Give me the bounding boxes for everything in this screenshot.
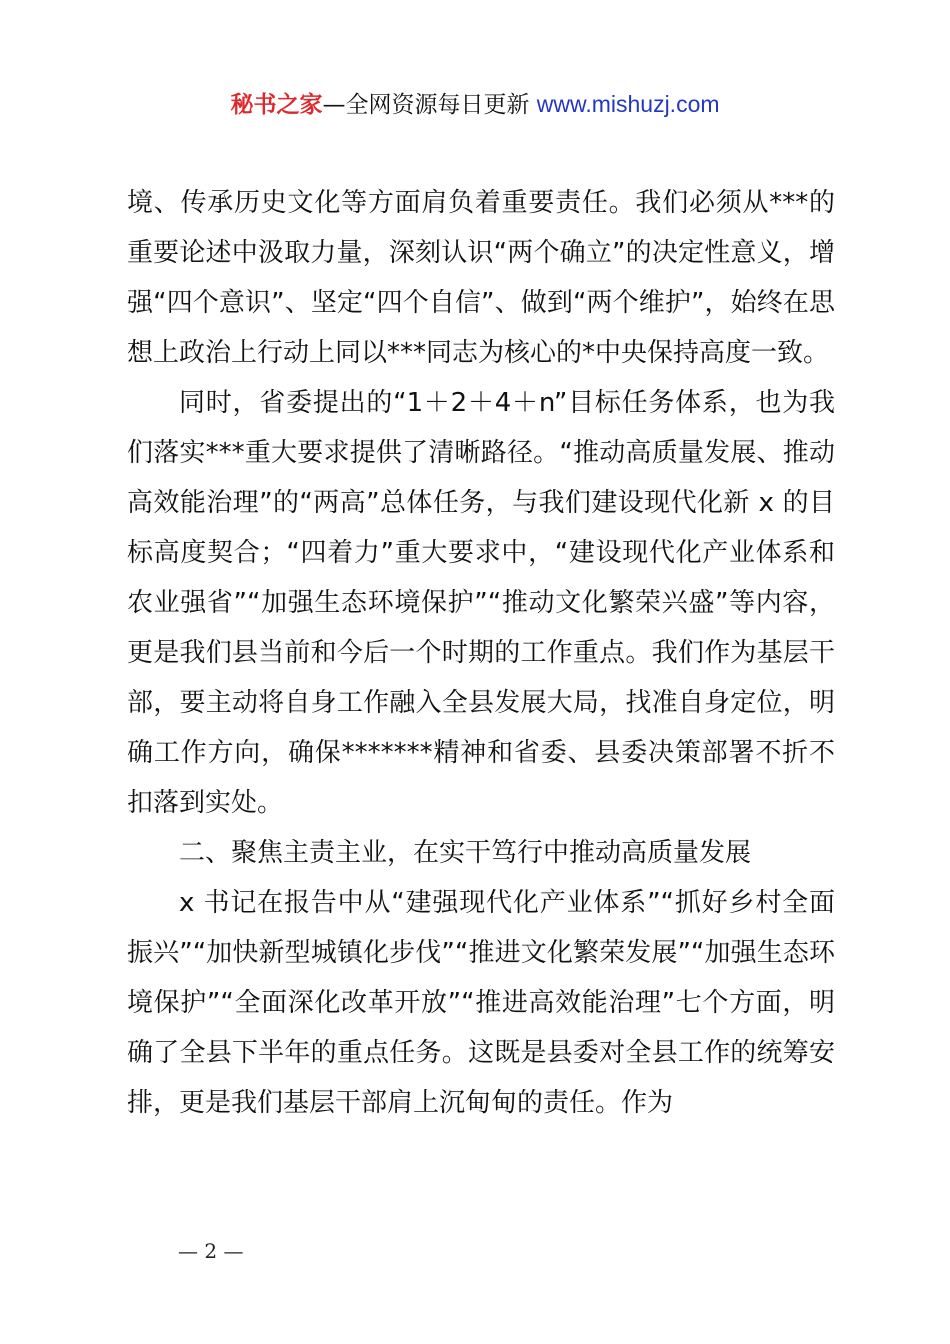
document-body [127, 178, 835, 1128]
site-url-link[interactable]: www.mishuzj.com [536, 91, 720, 117]
site-brand: 秘书之家 [230, 92, 323, 118]
page-number: — 2 — [178, 1239, 244, 1263]
section-heading: 二、聚焦主责主业，在实干笃行中推动高质量发展 [179, 838, 752, 868]
site-header [0, 86, 950, 123]
paragraph: 同时，省委提出的“1＋2＋4＋n”目标任务体系，也为我们落实***重大要求提供了清晰路径。“推动高质量发展、推动高效能治理”的“两高”总体任务，与我们建设现代化新 x 的目标高度契合；“四着力”重大要求中，“建设现代化产业体系和农业强省”“加强生态环境保护”“推动文化繁荣兴盛”等内容，更是我们县当前和今后一个时期的工作重点。我们作为基层干部，要主动将自身工作融入全县发展大局，找准自身定位，明确工作方向，确保*******精神和省委、县委决策部署不折不扣落到实处。 [127, 388, 835, 818]
site-tagline: —全网资源每日更新 [322, 92, 537, 118]
paragraph: x 书记在报告中从“建强现代化产业体系”“抓好乡村全面振兴”“加快新型城镇化步伐”“推进文化繁荣发展”“加强生态环境保护”“全面深化改革开放”“推进高效能治理”七个方面，明确了全县下半年的重点任务。这既是县委对全县工作的统筹安排，更是我们基层干部肩上沉甸甸的责任。作为 [127, 888, 835, 1118]
paragraph-continued: 境、传承历史文化等方面肩负着重要责任。我们必须从***的重要论述中汲取力量，深刻认识“两个确立”的决定性意义，增强“四个意识”、坚定“四个自信”、做到“两个维护”，始终在思想上政治上行动上同以***同志为核心的*中央保持高度一致。 [127, 188, 835, 368]
